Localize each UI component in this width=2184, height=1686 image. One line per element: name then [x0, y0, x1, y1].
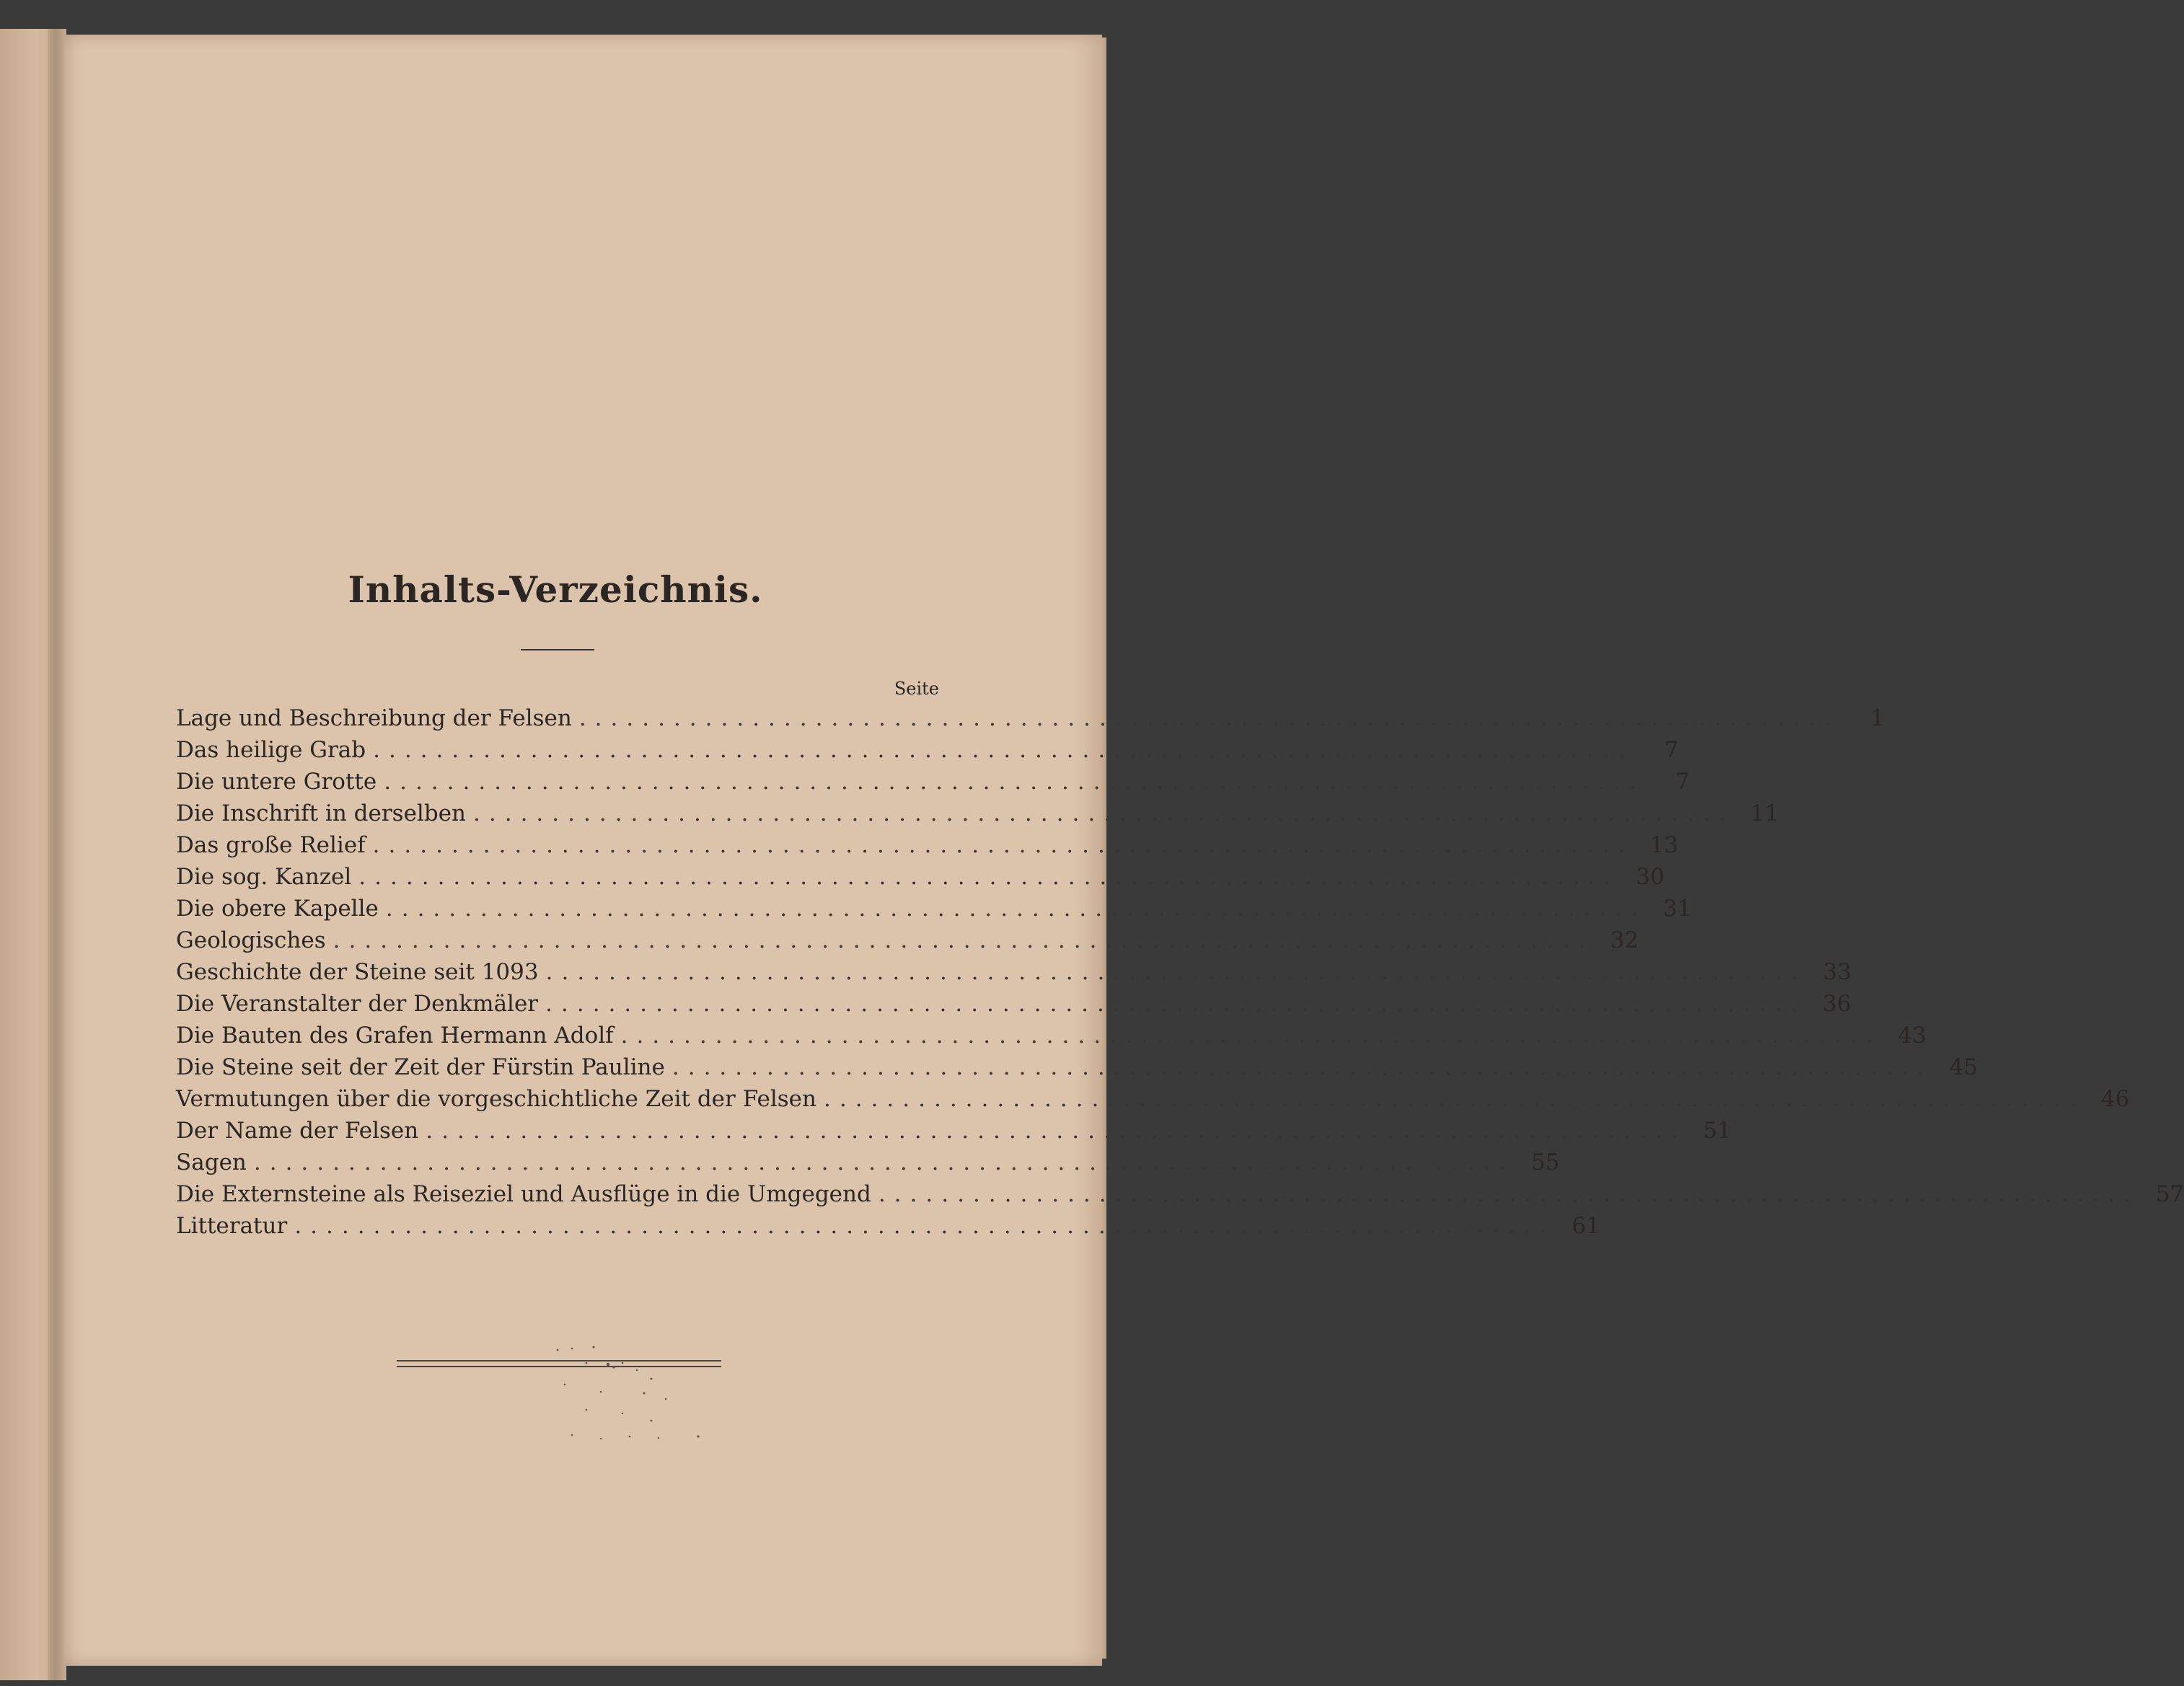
- toc-row: [176, 988, 1851, 1020]
- toc-page-number: 32: [1610, 927, 1639, 953]
- toc-page-number: 31: [1663, 896, 1692, 922]
- toc-row: [176, 766, 1690, 798]
- dot-leader: ................................................................................: [384, 769, 1645, 795]
- toc-row: [176, 734, 1679, 766]
- toc-entry-title: Litteratur: [176, 1213, 288, 1239]
- toc-page-number: 7: [1664, 737, 1679, 763]
- dot-leader: ................................................................................: [253, 1149, 1515, 1175]
- toc-entry-title: Der Name der Felsen: [176, 1118, 419, 1144]
- ink-speckle-ornament: [543, 1341, 709, 1457]
- dot-leader: ................................................................................: [333, 927, 1594, 953]
- page-title: Inhalts-Verzeichnis.: [348, 568, 763, 611]
- book-page: [63, 35, 2184, 1666]
- dot-leader: ................................................................................: [620, 1023, 1882, 1049]
- table-of-contents: [176, 702, 2184, 1242]
- toc-entry-title: Die untere Grotte: [176, 769, 377, 795]
- toc-page-number: 11: [1750, 800, 1779, 826]
- toc-page-number: 13: [1650, 832, 1678, 858]
- toc-entry-title: Die sog. Kanzel: [176, 864, 352, 890]
- toc-page-number: 51: [1703, 1118, 1732, 1144]
- left-page-edge: [0, 29, 52, 1680]
- dot-leader: ................................................................................: [372, 832, 1634, 858]
- page-column-header: Seite: [894, 679, 939, 699]
- toc-row: [176, 1083, 2130, 1115]
- toc-page-number: 57: [2155, 1181, 2184, 1207]
- toc-entry-title: Die Bauten des Grafen Hermann Adolf: [176, 1023, 614, 1049]
- dot-leader: ................................................................................: [294, 1213, 1556, 1239]
- toc-entry-title: Das große Relief: [176, 832, 366, 858]
- toc-row: [176, 1115, 1732, 1147]
- dot-leader: ................................................................................: [578, 705, 1841, 731]
- toc-page-number: 55: [1531, 1149, 1560, 1175]
- toc-row: [176, 1147, 1560, 1178]
- dot-leader: ................................................................................: [358, 864, 1620, 890]
- dot-leader: ................................................................................: [426, 1118, 1687, 1144]
- toc-row: [176, 861, 1665, 893]
- toc-entry-title: Die Veranstalter der Denkmäler: [176, 991, 539, 1017]
- dot-leader: ................................................................................: [473, 800, 1735, 826]
- dot-leader: ................................................................................: [545, 991, 1807, 1017]
- toc-entry-title: Die Steine seit der Zeit der Fürstin Pauline: [176, 1054, 665, 1080]
- toc-entry-title: Geologisches: [176, 927, 326, 953]
- toc-entry-title: Die obere Kapelle: [176, 896, 379, 922]
- toc-row: [176, 1020, 1927, 1051]
- dot-leader: ................................................................................: [878, 1181, 2140, 1207]
- toc-page-number: 45: [1949, 1054, 1978, 1080]
- toc-page-number: 7: [1675, 769, 1690, 795]
- toc-entry-title: Geschichte der Steine seit 1093: [176, 959, 539, 985]
- toc-page-number: 30: [1636, 864, 1665, 890]
- toc-page-number: 36: [1823, 991, 1851, 1017]
- toc-entry-title: Die Externsteine als Reiseziel und Ausflüge in die Umgegend: [176, 1181, 871, 1207]
- title-rule: [521, 649, 594, 650]
- toc-entry-title: Das heilige Grab: [176, 737, 366, 763]
- toc-page-number: 46: [2100, 1086, 2130, 1112]
- toc-page-number: 1: [1870, 705, 1885, 731]
- toc-entry-title: Vermutungen über die vorgeschichtliche Zeit der Felsen: [176, 1086, 816, 1112]
- toc-row: [176, 1210, 1600, 1242]
- toc-entry-title: Sagen: [176, 1149, 247, 1175]
- toc-row: [176, 829, 1678, 861]
- toc-entry-title: Lage und Beschreibung der Felsen: [176, 705, 572, 731]
- toc-entry-title: Die Inschrift in derselben: [176, 800, 467, 826]
- toc-row: [176, 924, 1639, 956]
- toc-page-number: 43: [1898, 1023, 1927, 1049]
- toc-row: [176, 893, 1692, 924]
- dot-leader: ................................................................................: [373, 737, 1634, 763]
- toc-row: [176, 1178, 2184, 1210]
- toc-row: [176, 702, 1885, 734]
- toc-page-number: 33: [1823, 959, 1851, 985]
- dot-leader: ................................................................................: [545, 959, 1807, 985]
- dot-leader: ................................................................................: [672, 1054, 1934, 1080]
- toc-row: [176, 1051, 1978, 1083]
- toc-row: [176, 956, 1851, 988]
- toc-row: [176, 798, 1779, 829]
- dot-leader: ................................................................................: [385, 896, 1647, 922]
- dot-leader: ................................................................................: [824, 1086, 2085, 1112]
- toc-page-number: 61: [1572, 1213, 1600, 1239]
